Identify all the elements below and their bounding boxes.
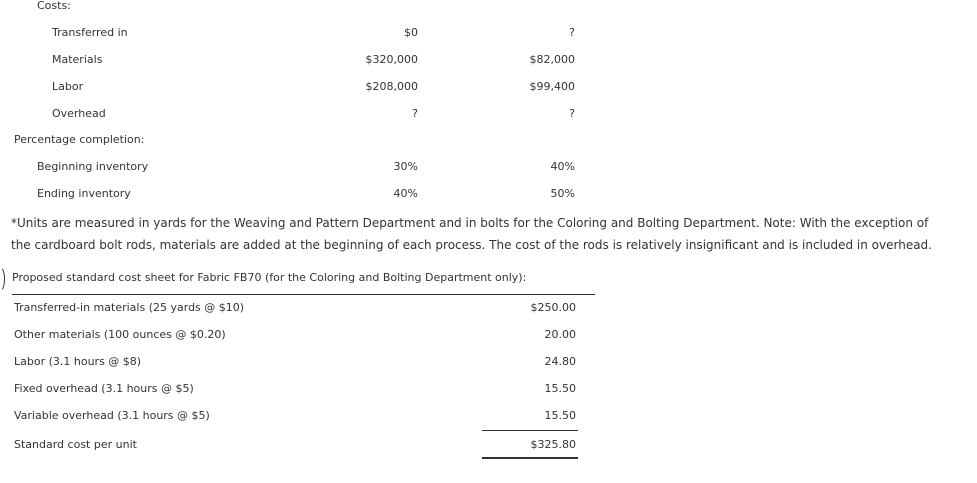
cost-row-col1: $320,000	[365, 53, 418, 66]
completion-row-col2: 40%	[550, 160, 575, 173]
cost-sheet-row-label: Labor (3.1 hours @ $8)	[14, 355, 142, 368]
cost-row-col1: ?	[412, 107, 418, 120]
cost-sheet-row-amount: 15.50	[544, 382, 576, 395]
cost-sheet-row-label: Transferred-in materials (25 yards @ $10)	[14, 301, 245, 314]
cost-sheet-row-label: Fixed overhead (3.1 hours @ $5)	[14, 382, 194, 395]
cost-sheet-row-amount: 15.50	[544, 409, 576, 422]
cost-sheet-row-amount: 24.80	[544, 355, 576, 368]
cost-row-label: Overhead	[52, 107, 106, 120]
completion-row-col2: 50%	[550, 187, 575, 200]
standard-cost-heading: Proposed standard cost sheet for Fabric FB70 (for the Coloring and Bolting Department only):	[12, 271, 527, 284]
total-double-rule	[482, 457, 578, 459]
heading-rule	[12, 294, 595, 295]
cost-sheet-row-amount: $250.00	[530, 301, 576, 314]
cost-row-col1: $0	[404, 26, 418, 39]
completion-row-label: Beginning inventory	[37, 160, 149, 173]
cost-row-label: Labor	[52, 80, 84, 93]
completion-row-col1: 30%	[393, 160, 418, 173]
cost-row-label: Transferred in	[52, 26, 128, 39]
cost-sheet-row-label: Variable overhead (3.1 hours @ $5)	[14, 409, 210, 422]
subtotal-rule	[482, 430, 578, 431]
completion-row-col1: 40%	[393, 187, 418, 200]
costs-heading: Costs:	[37, 0, 71, 12]
completion-row-label: Ending inventory	[37, 187, 131, 200]
total-label: Standard cost per unit	[14, 438, 137, 451]
cost-row-col2: $99,400	[529, 80, 575, 93]
footnote: *Units are measured in yards for the Weaving and Pattern Department and in bolts for the Coloring and Bolting Department. Note: With the exception of the cardboard bolt rods, materials are added at the beginning of each process. The cost of the rods is relatively insignificant and is included in overhead.	[11, 216, 932, 252]
item-marker-icon	[0, 266, 5, 292]
cost-row-col2: $82,000	[529, 53, 575, 66]
cost-sheet-row-label: Other materials (100 ounces @ $0.20)	[14, 328, 226, 341]
cost-sheet-row-amount: 20.00	[544, 328, 576, 341]
completion-heading: Percentage completion:	[14, 133, 145, 146]
cost-row-label: Materials	[52, 53, 103, 66]
total-amount: $325.80	[530, 438, 576, 451]
cost-row-col2: ?	[569, 107, 575, 120]
cost-row-col2: ?	[569, 26, 575, 39]
cost-row-col1: $208,000	[365, 80, 418, 93]
